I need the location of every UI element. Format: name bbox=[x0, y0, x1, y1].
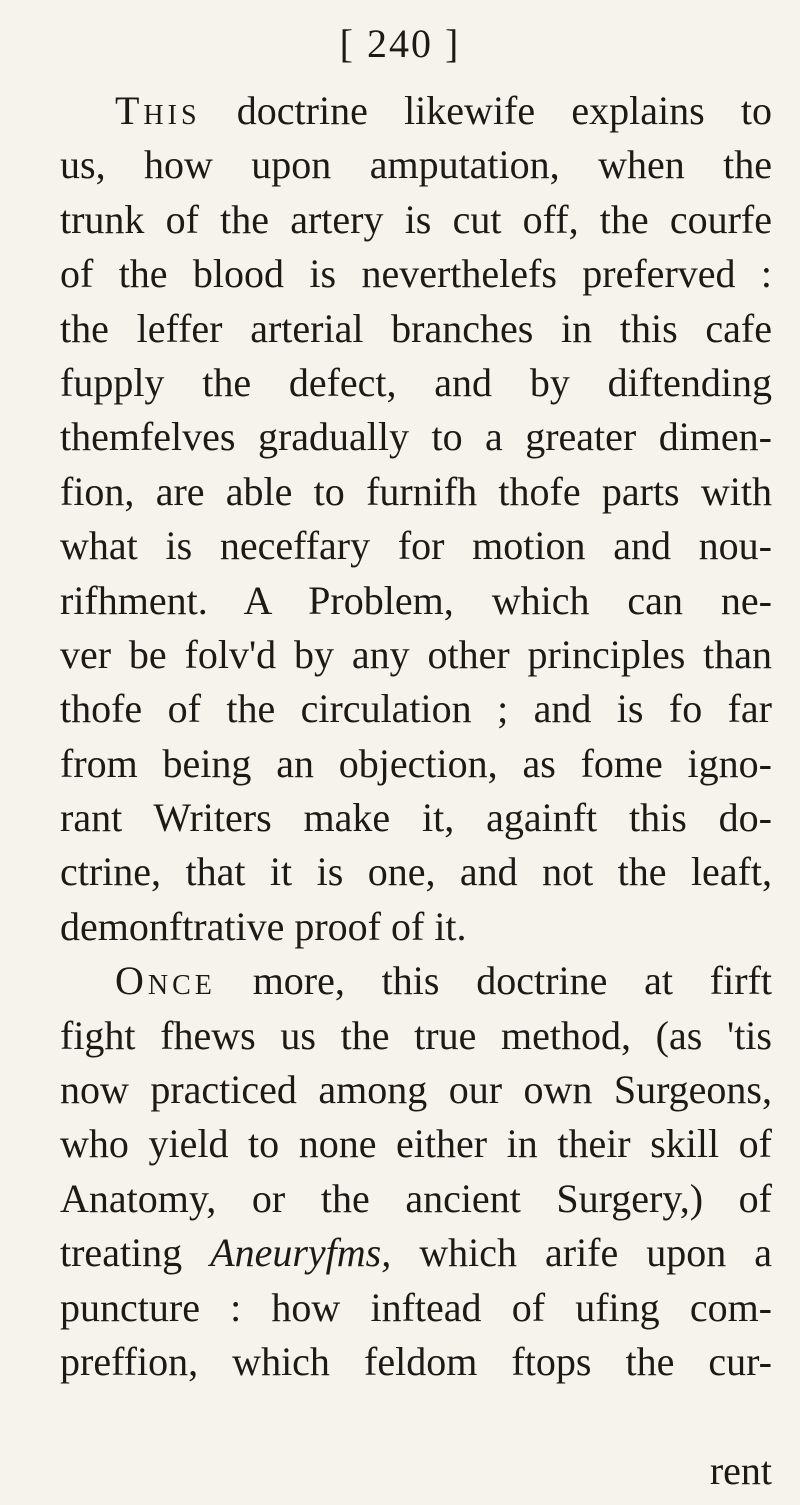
text-line: rifhment. A Problem, which can ne- bbox=[60, 577, 772, 623]
text-line: themfelves gradually to a greater dimen- bbox=[60, 414, 772, 460]
text-line: treating Aneuryfms, which arife upon a bbox=[60, 1230, 772, 1276]
text-line: Once more, this doctrine at firft bbox=[115, 958, 772, 1004]
text-line: fupply the defect, and by diftending bbox=[60, 359, 772, 405]
text-line: fion, are able to furnifh thofe parts with bbox=[60, 468, 772, 514]
text-line: ver be folv'd by any other principles than bbox=[60, 631, 772, 677]
text-line: who yield to none either in their skill of bbox=[60, 1121, 772, 1167]
lead-word: This bbox=[115, 88, 201, 133]
text-line: This doctrine likewife explains to bbox=[115, 88, 772, 133]
text-line: from being an objection, as fome igno- bbox=[60, 740, 772, 786]
text-line: rant Writers make it, againft this do- bbox=[60, 795, 772, 841]
text-line: what is neceffary for motion and nou- bbox=[60, 523, 772, 569]
text-line: Anatomy, or the ancient Surgery,) of bbox=[60, 1175, 772, 1221]
text-line: demonftrative proof of it. bbox=[60, 903, 467, 949]
text-line: preffion, which feldom ftops the cur- bbox=[60, 1338, 772, 1384]
lead-word: Once bbox=[115, 958, 216, 1004]
page-number: [ 240 ] bbox=[339, 21, 461, 66]
italic-term: Aneuryfms, bbox=[210, 1230, 392, 1276]
text-line: the leffer arterial branches in this cafe bbox=[60, 305, 772, 351]
text-line: us, how upon amputation, when the bbox=[60, 142, 772, 188]
main-text bbox=[60, 84, 772, 1389]
text-line: ctrine, that it is one, and not the leaft, bbox=[60, 849, 772, 895]
catchword: rent bbox=[709, 1448, 772, 1493]
text-line: of the blood is neverthelefs preferved : bbox=[60, 251, 772, 297]
text-line: trunk of the artery is cut off, the courfe bbox=[60, 196, 772, 242]
text-line: fight fhews us the true method, (as 'tis bbox=[60, 1012, 772, 1058]
text-line: puncture : how inftead of ufing com- bbox=[60, 1284, 772, 1330]
text-line: thofe of the circulation ; and is fo far bbox=[60, 686, 772, 732]
text-line: now practiced among our own Surgeons, bbox=[60, 1067, 772, 1113]
